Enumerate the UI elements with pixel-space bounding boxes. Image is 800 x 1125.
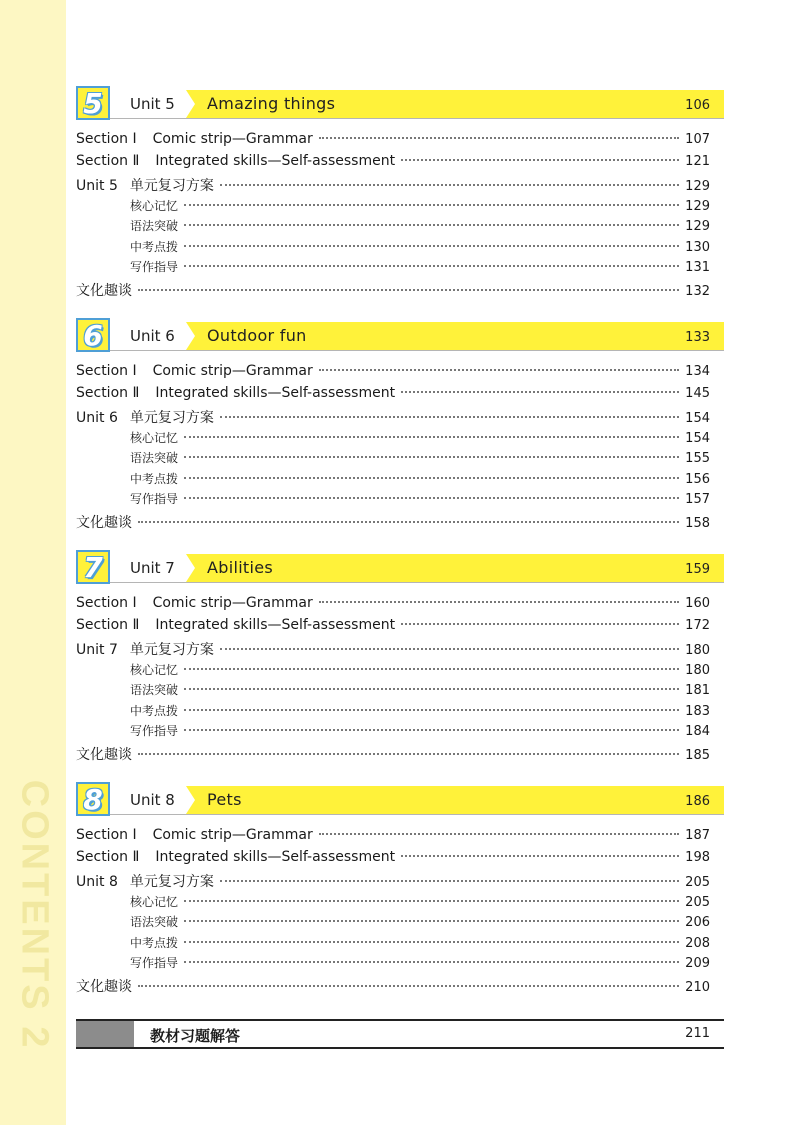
dot-leader (319, 369, 679, 371)
answers-page: 211 (685, 1026, 710, 1041)
page-number: 181 (685, 683, 710, 698)
dot-leader (184, 729, 679, 731)
review-unit: Unit 8 (76, 874, 118, 890)
toc-row-section[interactable] (76, 131, 710, 151)
dot-leader (184, 961, 679, 963)
dot-leader (184, 709, 679, 711)
dot-leader (184, 204, 679, 206)
subsection-title: 核心记忆 (130, 199, 179, 213)
section-number: Section Ⅰ (76, 131, 137, 147)
toc-row-subsection[interactable] (76, 258, 710, 278)
dot-leader (184, 477, 679, 479)
toc-row-subsection[interactable] (76, 197, 710, 217)
unit-tag-notch (186, 786, 195, 814)
subsection-title: 语法突破 (130, 915, 179, 929)
dot-leader (184, 245, 679, 247)
unit-tag (110, 322, 186, 350)
unit-number: 7 (83, 551, 103, 584)
dot-leader (184, 668, 679, 670)
toc-row-section[interactable] (76, 385, 710, 405)
dot-leader (184, 436, 679, 438)
unit-number-badge (76, 318, 110, 352)
section-number: Section Ⅱ (76, 153, 140, 169)
dot-leader (401, 855, 679, 857)
unit-number-badge (76, 782, 110, 816)
subsection-title: 中考点拨 (130, 936, 179, 950)
dot-leader (220, 880, 679, 882)
subsection-title: 核心记忆 (130, 431, 179, 445)
review-title: 单元复习方案 (129, 642, 214, 658)
dot-leader (184, 688, 679, 690)
page-number: 209 (685, 956, 710, 971)
dot-leader (184, 941, 679, 943)
page-number: 132 (685, 284, 710, 299)
section-title: Integrated skills—Self-assessment (155, 617, 396, 633)
unit-number: 8 (83, 783, 103, 816)
subsection-title: 中考点拨 (130, 472, 179, 486)
toc-row-section[interactable] (76, 827, 710, 847)
subsection-title: 写作指导 (130, 260, 179, 274)
page-number: 180 (685, 663, 710, 678)
dot-leader (220, 184, 679, 186)
unit-block (76, 87, 724, 299)
dot-leader (138, 521, 679, 523)
toc-row-review[interactable] (76, 407, 710, 427)
dot-leader (138, 289, 679, 291)
side-contents-label: CONTENTS 2 (13, 779, 56, 1051)
toc-row-section[interactable] (76, 617, 710, 637)
section-title: Integrated skills—Self-assessment (155, 153, 396, 169)
dot-leader (319, 833, 679, 835)
unit-page-number: 106 (685, 98, 710, 113)
section-title: Comic strip—Grammar (152, 131, 313, 147)
page-number: 157 (685, 492, 710, 507)
page-number: 187 (685, 828, 710, 843)
toc-row-review[interactable] (76, 871, 710, 891)
page-number: 180 (685, 643, 710, 658)
unit-label: Unit 7 (130, 559, 175, 577)
unit-label: Unit 6 (130, 327, 175, 345)
unit-title: Outdoor fun (207, 326, 307, 345)
page-number: 145 (685, 386, 710, 401)
dot-leader (184, 265, 679, 267)
unit-number: 6 (83, 319, 103, 352)
section-number: Section Ⅰ (76, 363, 137, 379)
dot-leader (319, 601, 679, 603)
unit-page-number: 186 (685, 794, 710, 809)
page-number: 183 (685, 704, 710, 719)
page-number: 129 (685, 199, 710, 214)
subsection-title: 核心记忆 (130, 895, 179, 909)
answers-gray-block (76, 1021, 134, 1047)
unit-page-number: 133 (685, 330, 710, 345)
review-title: 单元复习方案 (129, 410, 214, 426)
page-number: 208 (685, 936, 710, 951)
review-title: 单元复习方案 (129, 874, 214, 890)
answers-title: 教材习题解答 (150, 1027, 241, 1045)
unit-label: Unit 5 (130, 95, 175, 113)
subsection-title: 语法突破 (130, 219, 179, 233)
page-number: 205 (685, 895, 710, 910)
page-number: 172 (685, 618, 710, 633)
toc-row-subsection[interactable] (76, 470, 710, 490)
section-number: Section Ⅱ (76, 385, 140, 401)
review-unit: Unit 7 (76, 642, 118, 658)
culture-title: 文化趣谈 (76, 283, 132, 299)
dot-leader (401, 623, 679, 625)
page-number: 129 (685, 219, 710, 234)
unit-block (76, 551, 724, 763)
dot-leader (184, 497, 679, 499)
section-title: Comic strip—Grammar (152, 595, 313, 611)
subsection-title: 核心记忆 (130, 663, 179, 677)
toc-row-subsection[interactable] (76, 681, 710, 701)
dot-leader (184, 224, 679, 226)
page-number: 184 (685, 724, 710, 739)
subsection-title: 语法突破 (130, 683, 179, 697)
page-number: 210 (685, 980, 710, 995)
unit-label: Unit 8 (130, 791, 175, 809)
dot-leader (220, 648, 679, 650)
dot-leader (220, 416, 679, 418)
section-title: Comic strip—Grammar (152, 363, 313, 379)
unit-tag-notch (186, 554, 195, 582)
page-number: 134 (685, 364, 710, 379)
section-number: Section Ⅰ (76, 827, 137, 843)
unit-header[interactable] (76, 783, 724, 816)
unit-number: 5 (83, 87, 103, 120)
toc-row-subsection[interactable] (76, 217, 710, 237)
dot-leader (184, 456, 679, 458)
page-number: 160 (685, 596, 710, 611)
toc-row-culture[interactable] (76, 280, 710, 300)
toc-row-culture[interactable] (76, 976, 710, 996)
toc-row-subsection[interactable] (76, 449, 710, 469)
toc-row-subsection[interactable] (76, 238, 710, 258)
review-unit: Unit 5 (76, 178, 118, 194)
dot-leader (138, 985, 679, 987)
toc-row-section[interactable] (76, 153, 710, 173)
unit-tag (110, 554, 186, 582)
dot-leader (319, 137, 679, 139)
dot-leader (401, 159, 679, 161)
unit-title: Amazing things (207, 94, 336, 113)
page-number: 154 (685, 411, 710, 426)
section-title: Integrated skills—Self-assessment (155, 385, 396, 401)
subsection-title: 写作指导 (130, 492, 179, 506)
toc-row-subsection[interactable] (76, 702, 710, 722)
toc-row-review[interactable] (76, 639, 710, 659)
subsection-title: 写作指导 (130, 724, 179, 738)
page-number: 129 (685, 179, 710, 194)
page-number: 131 (685, 260, 710, 275)
unit-header[interactable] (76, 319, 724, 352)
page-number: 185 (685, 748, 710, 763)
subsection-title: 写作指导 (130, 956, 179, 970)
section-number: Section Ⅱ (76, 849, 140, 865)
page-number: 155 (685, 451, 710, 466)
section-number: Section Ⅰ (76, 595, 137, 611)
unit-number-badge (76, 86, 110, 120)
answers-section-row[interactable] (76, 1019, 724, 1049)
section-number: Section Ⅱ (76, 617, 140, 633)
toc-row-culture[interactable] (76, 744, 710, 764)
unit-title: Pets (207, 790, 242, 809)
page-number: 198 (685, 850, 710, 865)
unit-header[interactable] (76, 551, 724, 584)
subsection-title: 语法突破 (130, 451, 179, 465)
toc-row-section[interactable] (76, 363, 710, 383)
culture-title: 文化趣谈 (76, 979, 132, 995)
unit-block (76, 319, 724, 531)
toc-row-subsection[interactable] (76, 429, 710, 449)
toc-row-subsection[interactable] (76, 893, 710, 913)
section-title: Integrated skills—Self-assessment (155, 849, 396, 865)
unit-header[interactable] (76, 87, 724, 120)
toc-row-subsection[interactable] (76, 934, 710, 954)
page-number: 121 (685, 154, 710, 169)
toc-row-subsection[interactable] (76, 722, 710, 742)
culture-title: 文化趣谈 (76, 747, 132, 763)
section-title: Comic strip—Grammar (152, 827, 313, 843)
toc-row-culture[interactable] (76, 512, 710, 532)
unit-tag-notch (186, 322, 195, 350)
toc-row-review[interactable] (76, 175, 710, 195)
toc-row-section[interactable] (76, 849, 710, 869)
page-number: 130 (685, 240, 710, 255)
toc-row-subsection[interactable] (76, 913, 710, 933)
unit-page-number: 159 (685, 562, 710, 577)
dot-leader (401, 391, 679, 393)
review-unit: Unit 6 (76, 410, 118, 426)
toc-row-subsection[interactable] (76, 954, 710, 974)
page-number: 206 (685, 915, 710, 930)
unit-number-badge (76, 550, 110, 584)
dot-leader (138, 753, 679, 755)
unit-tag (110, 786, 186, 814)
unit-block (76, 783, 724, 995)
review-title: 单元复习方案 (129, 178, 214, 194)
dot-leader (184, 900, 679, 902)
page-number: 156 (685, 472, 710, 487)
dot-leader (184, 920, 679, 922)
toc-row-subsection[interactable] (76, 661, 710, 681)
subsection-title: 中考点拨 (130, 704, 179, 718)
page-number: 154 (685, 431, 710, 446)
page-number: 205 (685, 875, 710, 890)
culture-title: 文化趣谈 (76, 515, 132, 531)
unit-tag-notch (186, 90, 195, 118)
unit-tag (110, 90, 186, 118)
toc-row-subsection[interactable] (76, 490, 710, 510)
subsection-title: 中考点拨 (130, 240, 179, 254)
page-number: 107 (685, 132, 710, 147)
unit-title: Abilities (207, 558, 274, 577)
toc-row-section[interactable] (76, 595, 710, 615)
page-number: 158 (685, 516, 710, 531)
